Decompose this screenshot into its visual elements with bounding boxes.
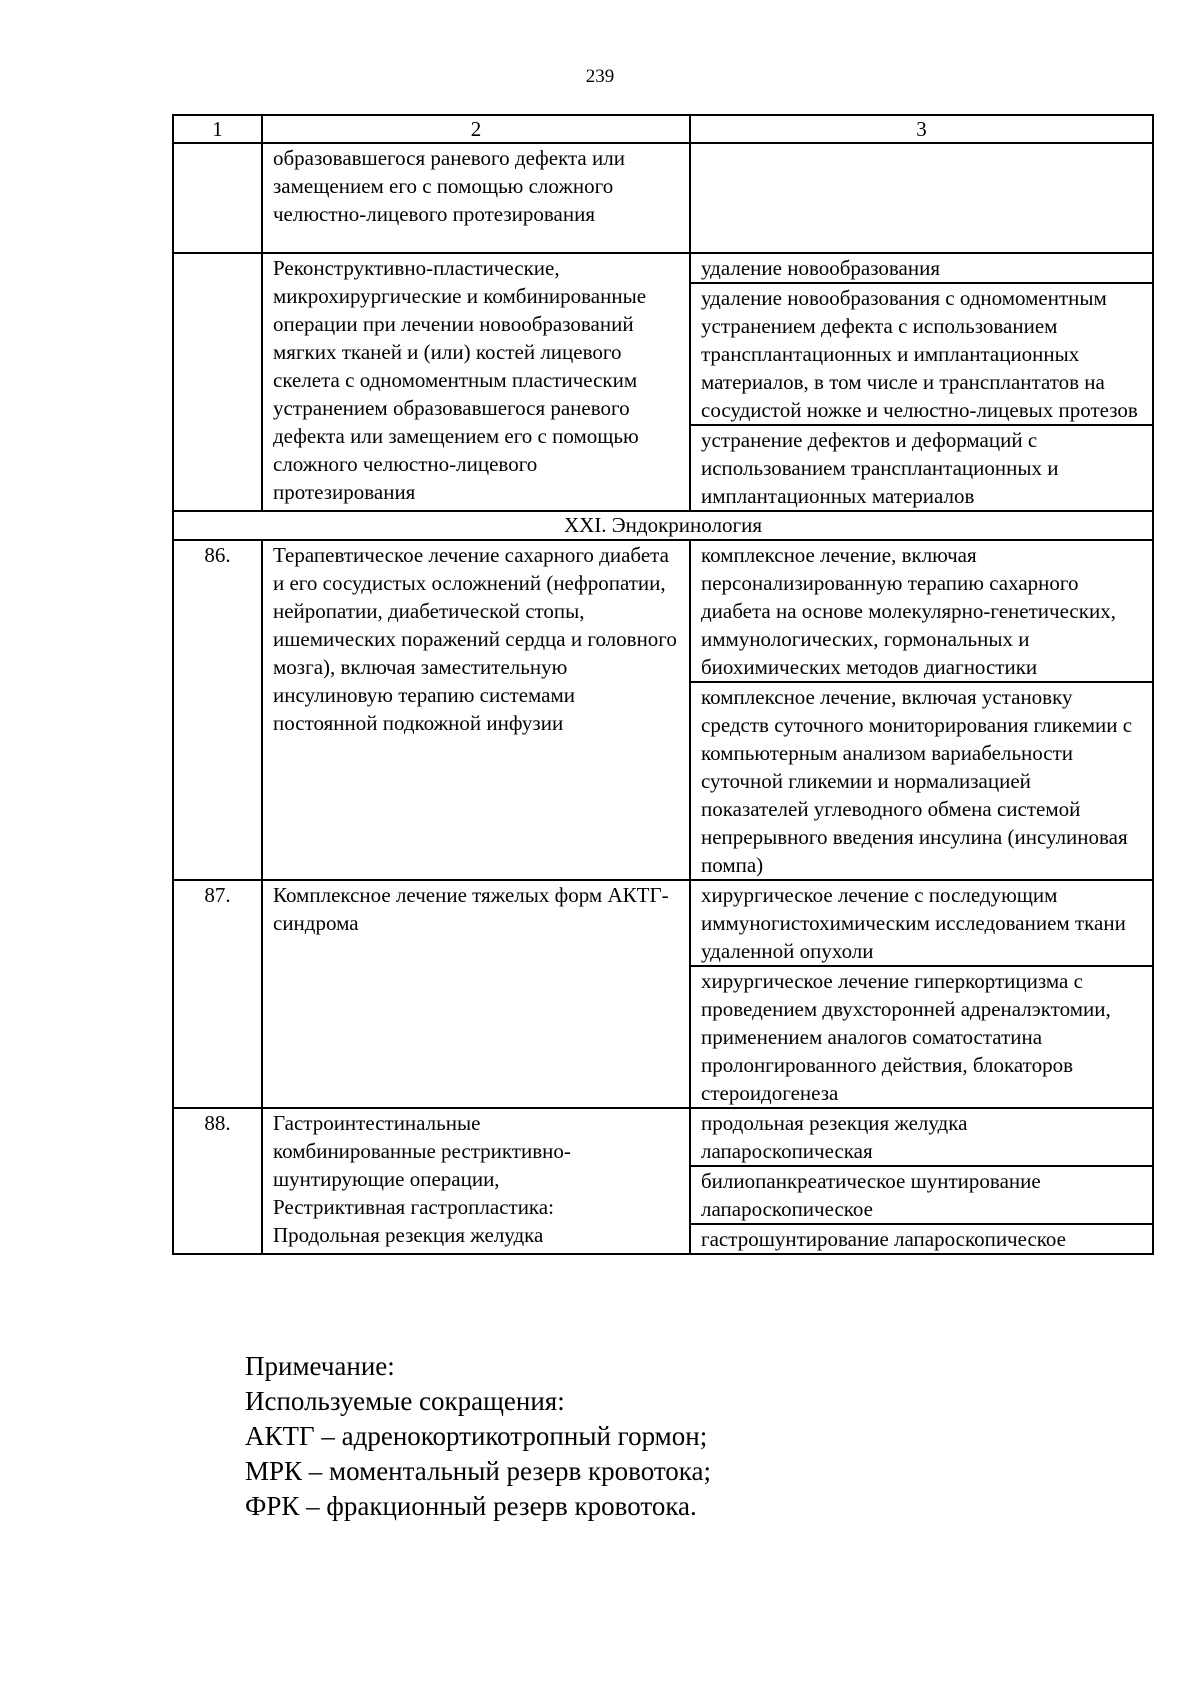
row-number: [173, 143, 262, 253]
row-number: 87.: [173, 880, 262, 1108]
row-description: Комплексное лечение тяжелых форм АКТГ-синдрома: [262, 880, 690, 1108]
abbreviation-item: МРК – моментальный резерв кровотока;: [245, 1456, 711, 1486]
method-item: хирургическое лечение гиперкортицизма с проведением двухсторонней адреналэктомии, применением аналогов соматостатина пролонгированного действия, блокаторов стероидогенеза: [691, 965, 1152, 1107]
procedures-table: [172, 114, 1154, 1255]
description-line: шунтирующие операции,: [273, 1167, 500, 1191]
column-header-2: 2: [262, 115, 690, 143]
table-row: [173, 880, 1153, 1108]
table-row: [173, 253, 1153, 511]
method-item: удаление новообразования с одномоментным устранением дефекта с использованием трансплантационных и имплантационных материалов, в том числе и трансплантатов на сосудистой ножке и челюстно-лицевых протезов: [691, 282, 1152, 424]
row-methods: [690, 880, 1153, 1108]
method-item: устранение дефектов и деформаций с использованием трансплантационных и имплантационных материалов: [691, 424, 1152, 510]
notes-subtitle: Используемые сокращения:: [245, 1386, 565, 1416]
row-number: 88.: [173, 1108, 262, 1254]
method-item: билиопанкреатическое шунтирование лапароскопическое: [691, 1165, 1152, 1223]
method-item: удаление новообразования: [701, 256, 940, 280]
row-methods: [690, 253, 1153, 511]
method-item: комплексное лечение, включая установку средств суточного мониторирования гликемии с компьютерным анализом вариабельности суточной гликемии и нормализацией показателей углеводного обмена системой непрерывного введения инсулина (инсулиновая помпа): [691, 681, 1152, 879]
row-methods: [690, 540, 1153, 880]
row-description: образовавшегося раневого дефекта или замещением его с помощью сложного челюстно-лицевого протезирования: [262, 143, 690, 253]
row-description: Реконструктивно-пластические, микрохирургические и комбинированные операции при лечении новообразований мягких тканей и (или) костей лицевого скелета с одномоментным пластическим устранением образовавшегося раневого дефекта или замещением его с помощью сложного челюстно-лицевого протезирования: [262, 253, 690, 511]
column-header-3: 3: [690, 115, 1153, 143]
table-header-row: [173, 115, 1153, 143]
row-description: Терапевтическое лечение сахарного диабета и его сосудистых осложнений (нефропатии, нейропатии, диабетической стопы, ишемических поражений сердца и головного мозга), включая заместительную инсулиновую терапию системами постоянной подкожной инфузии: [262, 540, 690, 880]
method-item: [691, 144, 1152, 252]
row-description: [262, 1108, 690, 1254]
description-line: Рестриктивная гастропластика:: [273, 1195, 554, 1219]
table-row: [173, 540, 1153, 880]
column-header-1: 1: [173, 115, 262, 143]
row-number: 86.: [173, 540, 262, 880]
row-methods: [690, 1108, 1153, 1254]
method-item: комплексное лечение, включая персонализированную терапию сахарного диабета на основе молекулярно-генетических, иммунологических, гормональных и биохимических методов диагностики: [701, 543, 1116, 679]
method-item: хирургическое лечение с последующим иммуногистохимическим исследованием ткани удаленной опухоли: [701, 883, 1126, 963]
section-row: [173, 511, 1153, 540]
description-line: Гастроинтестинальные: [273, 1111, 481, 1135]
abbreviation-item: ФРК – фракционный резерв кровотока.: [245, 1491, 697, 1521]
description-line: комбинированные рестриктивно-: [273, 1139, 571, 1163]
row-number: [173, 253, 262, 511]
abbreviation-item: АКТГ – адренокортикотропный гормон;: [245, 1421, 708, 1451]
table-row: [173, 1108, 1153, 1254]
notes-title: Примечание:: [245, 1351, 395, 1381]
description-line: Продольная резекция желудка: [273, 1223, 544, 1247]
notes-block: [245, 1349, 1125, 1524]
section-title: XXI. Эндокринология: [173, 511, 1153, 540]
page-number: 239: [585, 66, 615, 87]
table-row: [173, 143, 1153, 253]
method-item: гастрошунтирование лапароскопическое: [691, 1223, 1152, 1253]
row-methods: [690, 143, 1153, 253]
method-item: продольная резекция желудка лапароскопическая: [701, 1111, 968, 1163]
